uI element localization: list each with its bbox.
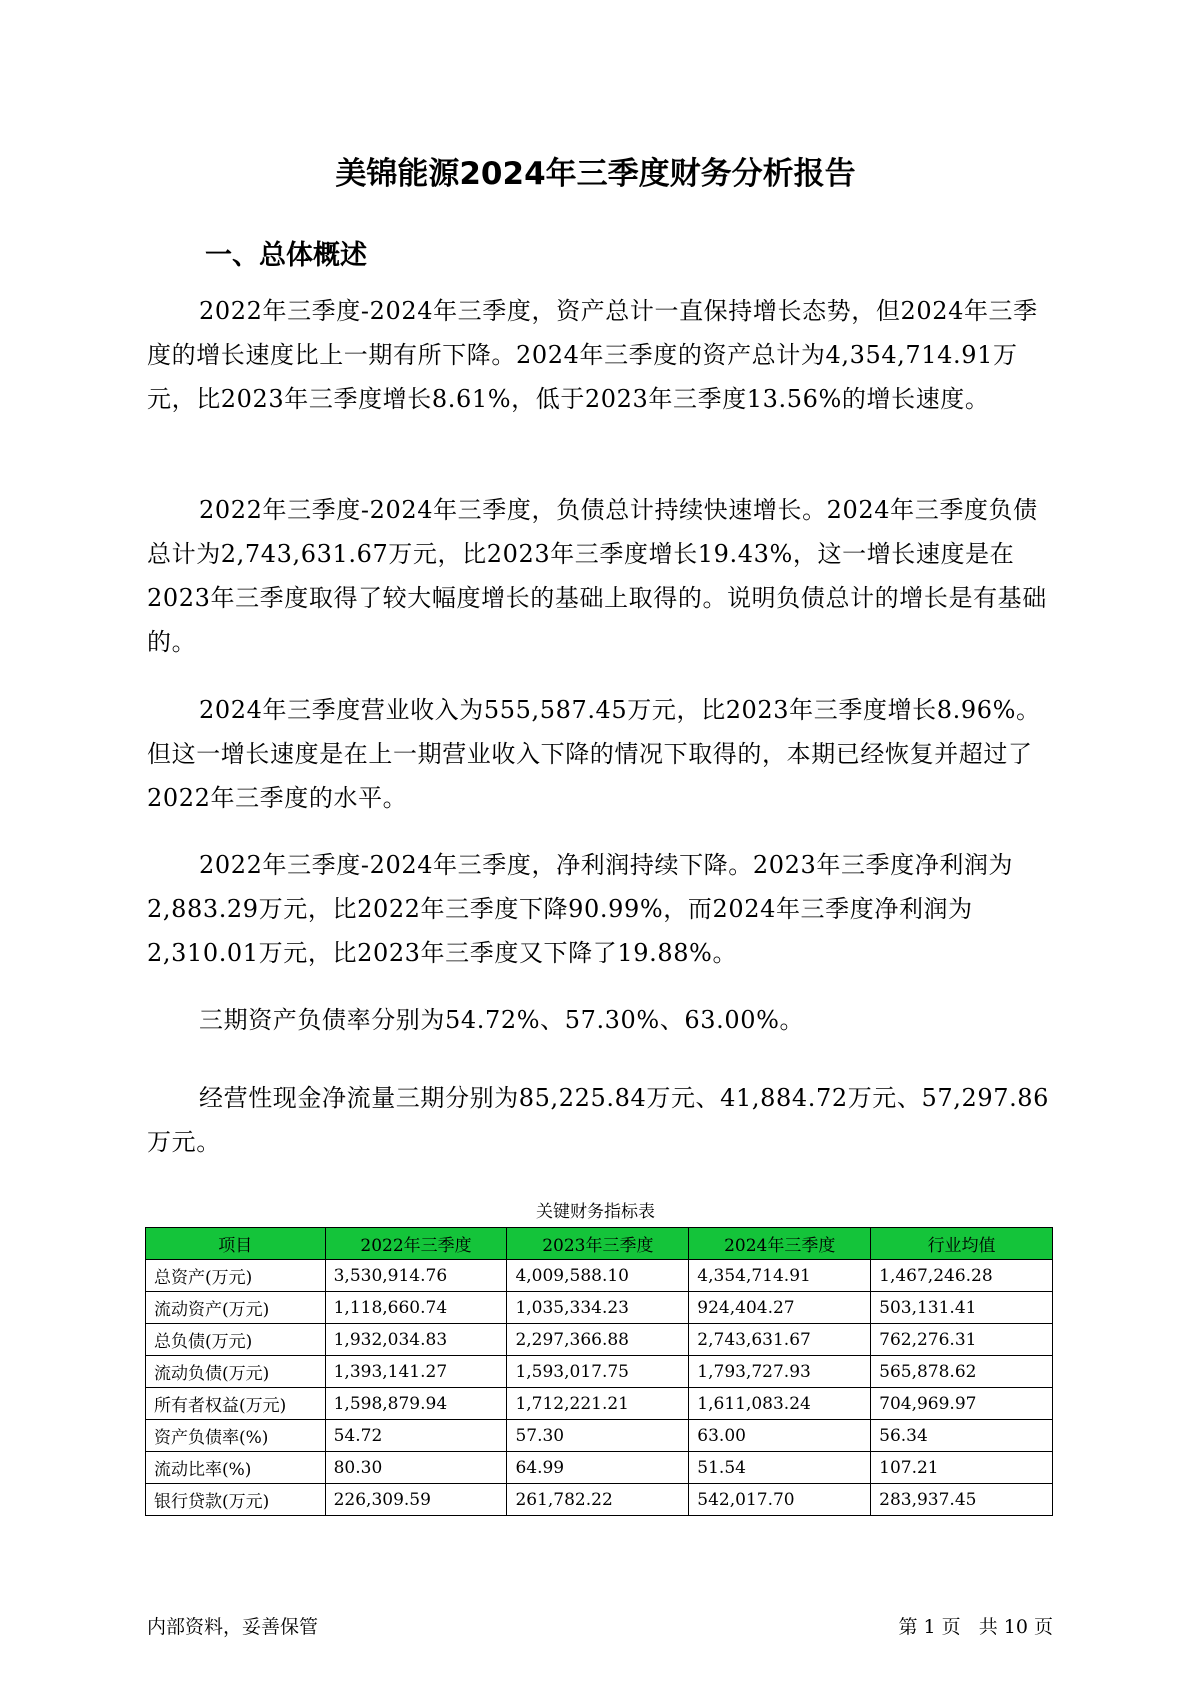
table-cell: 54.72 bbox=[325, 1420, 507, 1452]
table-row bbox=[146, 1420, 1053, 1452]
table-cell: 1,712,221.21 bbox=[507, 1388, 689, 1420]
table-cell: 4,354,714.91 bbox=[689, 1260, 871, 1292]
footer-confidential-note: 内部资料，妥善保管 bbox=[147, 1616, 319, 1638]
table-cell: 283,937.45 bbox=[871, 1484, 1053, 1516]
column-header: 2024年三季度 bbox=[689, 1228, 871, 1260]
table-cell: 1,611,083.24 bbox=[689, 1388, 871, 1420]
table-cell: 3,530,914.76 bbox=[325, 1260, 507, 1292]
table-cell: 1,467,246.28 bbox=[871, 1260, 1053, 1292]
paragraph: 三期资产负债率分别为54.72%、57.30%、63.00%。 bbox=[199, 1006, 805, 1034]
table-cell: 总资产(万元) bbox=[146, 1260, 326, 1292]
table-cell: 1,035,334.23 bbox=[507, 1292, 689, 1324]
column-header: 项目 bbox=[146, 1228, 326, 1260]
table-cell: 56.34 bbox=[871, 1420, 1053, 1452]
table-cell: 64.99 bbox=[507, 1452, 689, 1484]
table-header-row bbox=[146, 1228, 1053, 1260]
table-cell: 1,793,727.93 bbox=[689, 1356, 871, 1388]
table-cell: 2,743,631.67 bbox=[689, 1324, 871, 1356]
table-cell: 226,309.59 bbox=[325, 1484, 507, 1516]
column-header: 2022年三季度 bbox=[325, 1228, 507, 1260]
table-row bbox=[146, 1292, 1053, 1324]
table-cell: 762,276.31 bbox=[871, 1324, 1053, 1356]
table-cell: 542,017.70 bbox=[689, 1484, 871, 1516]
table-cell: 流动负债(万元) bbox=[146, 1356, 326, 1388]
section-heading: 一、总体概述 bbox=[205, 240, 367, 271]
table-cell: 4,009,588.10 bbox=[507, 1260, 689, 1292]
table-cell: 57.30 bbox=[507, 1420, 689, 1452]
paragraph: 2022年三季度-2024年三季度，净利润持续下降。2023年三季度净利润为2,883.29万元，比2022年三季度下降90.99%，而2024年三季度净利润为2,310.01万元，比2023年三季度又下降了19.88%。 bbox=[147, 851, 1014, 967]
table-cell: 63.00 bbox=[689, 1420, 871, 1452]
table-cell: 704,969.97 bbox=[871, 1388, 1053, 1420]
table-cell: 2,297,366.88 bbox=[507, 1324, 689, 1356]
table-row bbox=[146, 1452, 1053, 1484]
table-cell: 流动资产(万元) bbox=[146, 1292, 326, 1324]
table-cell: 107.21 bbox=[871, 1452, 1053, 1484]
financial-indicators-table bbox=[145, 1227, 1053, 1516]
table-cell: 1,932,034.83 bbox=[325, 1324, 507, 1356]
column-header: 2023年三季度 bbox=[507, 1228, 689, 1260]
table-cell: 80.30 bbox=[325, 1452, 507, 1484]
table-cell: 503,131.41 bbox=[871, 1292, 1053, 1324]
table-cell: 流动比率(%) bbox=[146, 1452, 326, 1484]
table-cell: 261,782.22 bbox=[507, 1484, 689, 1516]
table-cell: 银行贷款(万元) bbox=[146, 1484, 326, 1516]
table-cell: 资产负债率(%) bbox=[146, 1420, 326, 1452]
table-row bbox=[146, 1356, 1053, 1388]
table-cell: 1,598,879.94 bbox=[325, 1388, 507, 1420]
table-cell: 565,878.62 bbox=[871, 1356, 1053, 1388]
table-cell: 总负债(万元) bbox=[146, 1324, 326, 1356]
table-cell: 所有者权益(万元) bbox=[146, 1388, 326, 1420]
table-cell: 924,404.27 bbox=[689, 1292, 871, 1324]
table-cell: 1,593,017.75 bbox=[507, 1356, 689, 1388]
table-caption: 关键财务指标表 bbox=[536, 1202, 655, 1222]
table-cell: 1,393,141.27 bbox=[325, 1356, 507, 1388]
table-cell: 51.54 bbox=[689, 1452, 871, 1484]
table-row bbox=[146, 1260, 1053, 1292]
column-header: 行业均值 bbox=[871, 1228, 1053, 1260]
table-cell: 1,118,660.74 bbox=[325, 1292, 507, 1324]
table-row bbox=[146, 1388, 1053, 1420]
table-row bbox=[146, 1484, 1053, 1516]
paragraph: 经营性现金净流量三期分别为85,225.84万元、41,884.72万元、57,297.86万元。 bbox=[147, 1084, 1050, 1156]
paragraph: 2022年三季度-2024年三季度，资产总计一直保持增长态势，但2024年三季度的增长速度比上一期有所下降。2024年三季度的资产总计为4,354,714.91万元，比2023年三季度增长8.61%，低于2023年三季度13.56%的增长速度。 bbox=[147, 297, 1038, 413]
page-number: 第 1 页 共 10 页 bbox=[898, 1616, 1053, 1638]
paragraph: 2024年三季度营业收入为555,587.45万元，比2023年三季度增长8.96%。但这一增长速度是在上一期营业收入下降的情况下取得的，本期已经恢复并超过了2022年三季度的水平。 bbox=[147, 696, 1041, 812]
page-title: 美锦能源2024年三季度财务分析报告 bbox=[335, 156, 856, 192]
paragraph: 2022年三季度-2024年三季度，负债总计持续快速增长。2024年三季度负债总计为2,743,631.67万元，比2023年三季度增长19.43%，这一增长速度是在2023年三季度取得了较大幅度增长的基础上取得的。说明负债总计的增长是有基础的。 bbox=[147, 496, 1047, 656]
table-row bbox=[146, 1324, 1053, 1356]
